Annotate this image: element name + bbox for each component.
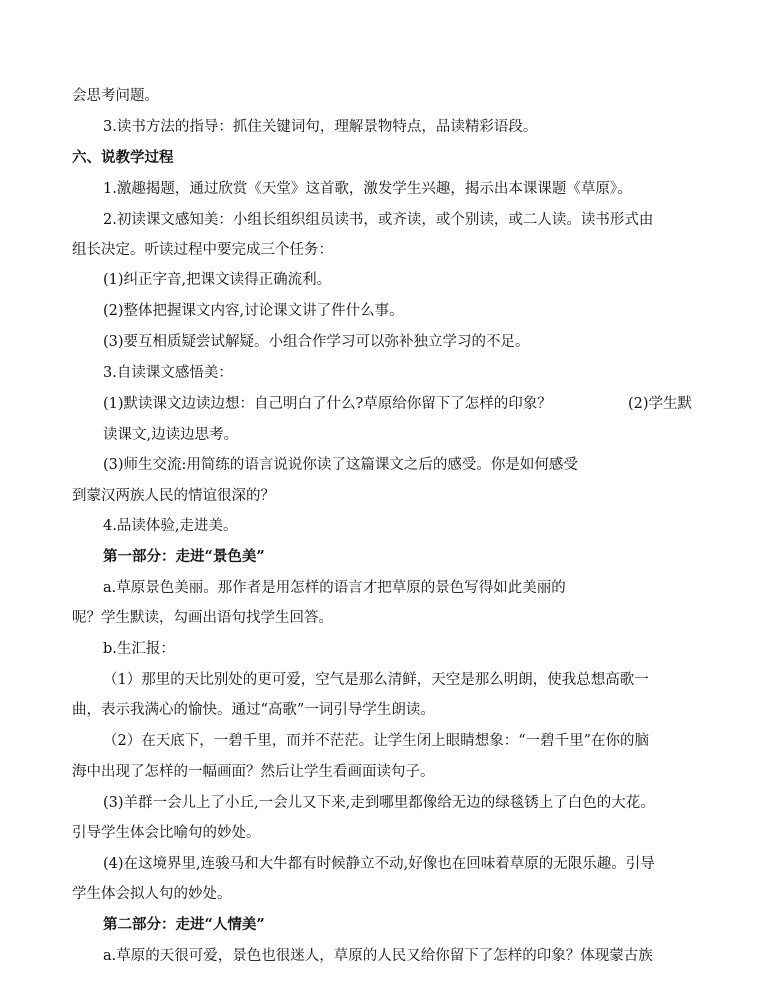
text-line: b.生汇报： <box>103 641 175 657</box>
text-line: 读课文,边读边思考。 <box>103 427 239 443</box>
text-line: (3)师生交流:用简练的语言说说你读了这篇课文之后的感受。你是如何感受 <box>103 457 578 473</box>
text-line: 引导学生体会比喻句的妙处。 <box>72 825 261 841</box>
text-line: (2)整体把握课文内容,讨论课文讲了件什么事。 <box>103 303 404 319</box>
text-line: 1.激趣揭题，通过欣赏《天堂》这首歌，激发学生兴趣，揭示出本课课题《草原》。 <box>103 181 632 197</box>
text-line: (1)纠正字音,把课文读得正确流利。 <box>103 272 332 288</box>
text-line: 3.读书方法的指导：抓住关键词句，理解景物特点，品读精彩语段。 <box>103 119 538 135</box>
text-line: 组长决定。听读过程中要完成三个任务： <box>72 242 333 258</box>
text-line: (3)羊群一会儿上了小丘,一会儿又下来,走到哪里都像给无边的绿毯锈上了白色的大花。 <box>103 795 655 811</box>
text-line: 4.品读体验,走进美。 <box>103 518 238 534</box>
section-heading: 六、说教学过程 <box>72 149 174 166</box>
text-line: 海中出现了怎样的一幅画面？然后让学生看画面读句子。 <box>72 764 435 780</box>
text-line: （1）那里的天比别处的更可爱，空气是那么清鲜，天空是那么明朗，使我总想高歌一 <box>103 672 649 688</box>
text-line: (3)要互相质疑尝试解疑。小组合作学习可以弥补独立学习的不足。 <box>103 334 530 350</box>
text-line: a.草原景色美丽。那作者是用怎样的语言才把草原的景色写得如此美丽的 <box>103 580 566 596</box>
text-line: 曲，表示我满心的愉快。通过“高歌”一词引导学生朗读。 <box>72 702 435 718</box>
text-line: 学生体会拟人句的妙处。 <box>72 886 232 902</box>
text-line: 3.自读课文感悟美： <box>103 365 233 381</box>
text-line: (4)在这境界里,连骏马和大牛都有时候静立不动,好像也在回味着草原的无限乐趣。引导 <box>103 856 655 872</box>
subsection-heading: 第二部分：走进“人情美” <box>103 916 265 933</box>
text-line: (1)默读课文边读边想：自己明白了什么?草原给你留下了怎样的印象？ <box>103 396 552 412</box>
text-line: (2)学生默 <box>628 396 693 412</box>
text-line: 呢？学生默读，勾画出语句找学生回答。 <box>72 610 333 626</box>
text-line: 会思考问题。 <box>72 88 159 104</box>
text-line: （2）在天底下，一碧千里，而并不茫茫。让学生闭上眼睛想象：“一碧千里”在你的脑 <box>103 733 650 749</box>
text-line: 到蒙汉两族人民的情谊很深的？ <box>72 488 275 504</box>
text-line: a.草原的天很可爱，景色也很迷人，草原的人民又给你留下了怎样的印象？体现蒙古族 <box>103 948 653 964</box>
subsection-heading: 第一部分：走进“景色美” <box>103 548 265 565</box>
text-line: 2.初读课文感知美：小组长组织组员读书，或齐读，或个别读，或二人读。读书形式由 <box>103 212 654 228</box>
